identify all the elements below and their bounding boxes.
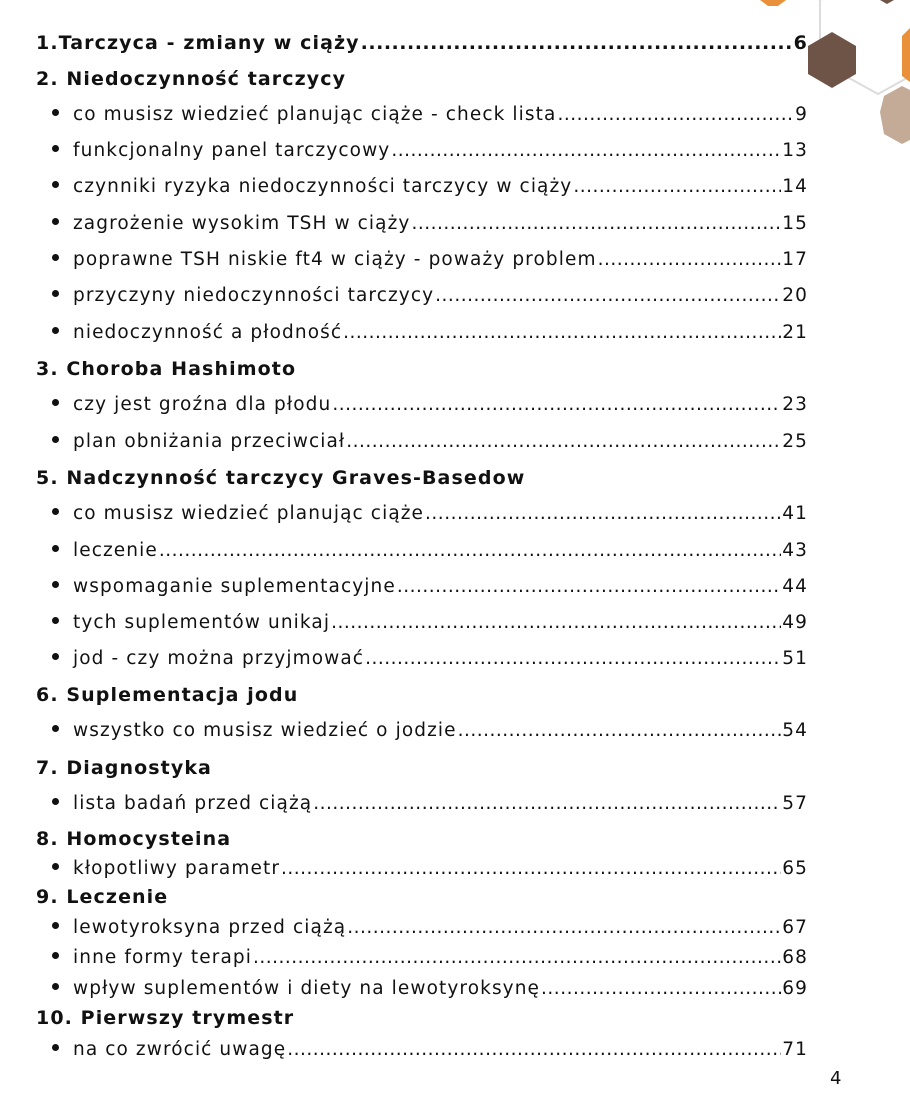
- page-number: 4: [830, 1068, 842, 1089]
- bullet-icon: [52, 436, 59, 443]
- toc-page-number: 43: [782, 540, 808, 561]
- toc-item[interactable]: [36, 1039, 808, 1060]
- toc-heading[interactable]: [36, 1007, 808, 1029]
- toc-entry-text: wspomaganie suplementacyjne: [73, 576, 396, 597]
- toc-entry-text: 8. Homocysteina: [36, 828, 232, 850]
- toc-page-number: 49: [782, 612, 808, 633]
- toc-item[interactable]: [36, 648, 808, 669]
- dot-leader: [159, 540, 781, 561]
- toc-entry-text: lewotyroksyna przed ciążą: [73, 917, 347, 938]
- bullet-icon: [52, 254, 59, 261]
- toc-entry-text: co musisz wiedzieć planując ciąże - check lista: [73, 104, 557, 125]
- toc-item[interactable]: [36, 947, 808, 968]
- dot-leader: [541, 978, 781, 999]
- toc-page-number: 17: [782, 249, 808, 270]
- toc-heading[interactable]: [36, 32, 808, 54]
- toc-entry-text: przyczyny niedoczynności tarczycy: [73, 285, 435, 306]
- bullet-icon: [52, 181, 59, 188]
- toc-entry-text: wpływ suplementów i diety na lewotyroksynę: [73, 978, 541, 999]
- dot-leader: [361, 32, 793, 54]
- toc-item[interactable]: [36, 540, 808, 561]
- toc-heading[interactable]: [36, 68, 808, 90]
- toc-entry-text: wszystko co musisz wiedzieć o jodzie: [73, 720, 457, 741]
- dot-leader: [425, 503, 781, 524]
- toc-entry-text: leczenie: [73, 540, 158, 561]
- toc-heading[interactable]: [36, 757, 808, 779]
- bullet-icon: [52, 922, 59, 929]
- toc-page-number: 6: [793, 32, 808, 54]
- dot-leader: [253, 947, 781, 968]
- toc-entry-text: tych suplementów unikaj: [73, 612, 331, 633]
- toc-item[interactable]: [36, 140, 808, 161]
- bullet-icon: [52, 109, 59, 116]
- toc-entry-text: kłopotliwy parametr: [73, 858, 281, 879]
- toc-page-number: 14: [782, 176, 808, 197]
- bullet-icon: [52, 725, 59, 732]
- bullet-icon: [52, 653, 59, 660]
- toc-entry-text: 10. Pierwszy trymestr: [36, 1007, 295, 1029]
- bullet-icon: [52, 508, 59, 515]
- dot-leader: [347, 917, 781, 938]
- dot-leader: [458, 720, 782, 741]
- toc-page-number: 21: [782, 322, 808, 343]
- toc-item[interactable]: [36, 576, 808, 597]
- toc-item[interactable]: [36, 793, 808, 814]
- dot-leader: [346, 431, 781, 452]
- toc-item[interactable]: [36, 612, 808, 633]
- hexagon-brown: [808, 32, 856, 88]
- toc-entry-text: na co zwrócić uwagę: [73, 1039, 287, 1060]
- toc-item[interactable]: [36, 431, 808, 452]
- toc-item[interactable]: [36, 858, 808, 879]
- hexagon-orange: [902, 28, 910, 82]
- dot-leader: [331, 612, 781, 633]
- bullet-icon: [52, 145, 59, 152]
- toc-page-number: 69: [782, 978, 808, 999]
- bullet-icon: [52, 290, 59, 297]
- toc-page-number: 41: [782, 503, 808, 524]
- toc-page-number: 65: [782, 858, 808, 879]
- toc-entry-text: 7. Diagnostyka: [36, 757, 212, 779]
- toc-item[interactable]: [36, 176, 808, 197]
- toc-entry-text: 3. Choroba Hashimoto: [36, 358, 297, 380]
- toc-heading[interactable]: [36, 358, 808, 380]
- toc-entry-text: czy jest groźna dla płodu: [73, 394, 332, 415]
- bullet-icon: [52, 983, 59, 990]
- hexagon-brown-small: [880, 0, 894, 4]
- bullet-icon: [52, 863, 59, 870]
- toc-entry-text: czynniki ryzyka niedoczynności tarczycy w ciąży: [73, 176, 573, 197]
- toc-entry-text: poprawne TSH niskie ft4 w ciąży - poważy problem: [73, 249, 597, 270]
- dot-leader: [332, 394, 781, 415]
- dot-leader: [411, 213, 781, 234]
- toc-entry-text: 1.Tarczyca - zmiany w ciąży: [36, 32, 360, 54]
- toc-item[interactable]: [36, 322, 808, 343]
- dot-leader: [598, 249, 782, 270]
- toc-page-number: 51: [782, 648, 808, 669]
- toc-page-number: 13: [782, 140, 808, 161]
- dot-leader: [343, 322, 781, 343]
- toc-entry-text: 9. Leczenie: [36, 886, 169, 908]
- toc-page-number: 57: [782, 793, 808, 814]
- hexagon-orange-top: [760, 0, 786, 6]
- toc-item[interactable]: [36, 394, 808, 415]
- dot-leader: [391, 140, 781, 161]
- dot-leader: [397, 576, 781, 597]
- toc-item[interactable]: [36, 917, 808, 938]
- dot-leader: [573, 176, 781, 197]
- toc-page-number: 20: [782, 285, 808, 306]
- toc-page-number: 23: [782, 394, 808, 415]
- bullet-icon: [52, 1044, 59, 1051]
- bullet-icon: [52, 798, 59, 805]
- toc-page-number: 15: [782, 213, 808, 234]
- toc-page-number: 44: [782, 576, 808, 597]
- toc-entry-text: 6. Suplementacja jodu: [36, 684, 299, 706]
- toc-item[interactable]: [36, 104, 808, 125]
- bullet-icon: [52, 581, 59, 588]
- toc-heading[interactable]: [36, 828, 808, 850]
- hexagon-outline: [820, 0, 910, 94]
- dot-leader: [365, 648, 781, 669]
- dot-leader: [281, 858, 781, 879]
- bullet-icon: [52, 617, 59, 624]
- toc-page-number: 71: [782, 1039, 808, 1060]
- toc-page-number: 54: [782, 720, 808, 741]
- bullet-icon: [52, 327, 59, 334]
- toc-entry-text: 2. Niedoczynność tarczycy: [36, 68, 347, 90]
- toc-entry-text: co musisz wiedzieć planując ciąże: [73, 503, 425, 524]
- toc-entry-text: lista badań przed ciążą: [73, 793, 313, 814]
- toc-heading[interactable]: [36, 886, 808, 908]
- toc-entry-text: niedoczynność a płodność: [73, 322, 343, 343]
- bullet-icon: [52, 952, 59, 959]
- toc-entry-text: plan obniżania przeciwciał: [73, 431, 346, 452]
- bullet-icon: [52, 399, 59, 406]
- toc-page-number: 25: [782, 431, 808, 452]
- dot-leader: [435, 285, 781, 306]
- toc-entry-text: funkcjonalny panel tarczycowy: [73, 140, 391, 161]
- toc-item[interactable]: [36, 249, 808, 270]
- toc-page-number: 9: [795, 104, 808, 125]
- dot-leader: [557, 104, 794, 125]
- dot-leader: [313, 793, 781, 814]
- dot-leader: [287, 1039, 781, 1060]
- toc-item[interactable]: [36, 978, 808, 999]
- toc-entry-text: zagrożenie wysokim TSH w ciąży: [73, 213, 411, 234]
- toc-entry-text: jod - czy można przyjmować: [73, 648, 365, 669]
- toc-item[interactable]: [36, 503, 808, 524]
- toc-page-number: 68: [782, 947, 808, 968]
- toc-heading[interactable]: [36, 684, 808, 706]
- toc-page-number: 67: [782, 917, 808, 938]
- toc-item[interactable]: [36, 213, 808, 234]
- toc-heading[interactable]: [36, 467, 808, 489]
- bullet-icon: [52, 545, 59, 552]
- bullet-icon: [52, 218, 59, 225]
- toc-entry-text: 5. Nadczynność tarczycy Graves-Basedow: [36, 467, 526, 489]
- toc-entry-text: inne formy terapi: [73, 947, 252, 968]
- hexagon-tan: [880, 86, 910, 144]
- toc-item[interactable]: [36, 285, 808, 306]
- toc-item[interactable]: [36, 720, 808, 741]
